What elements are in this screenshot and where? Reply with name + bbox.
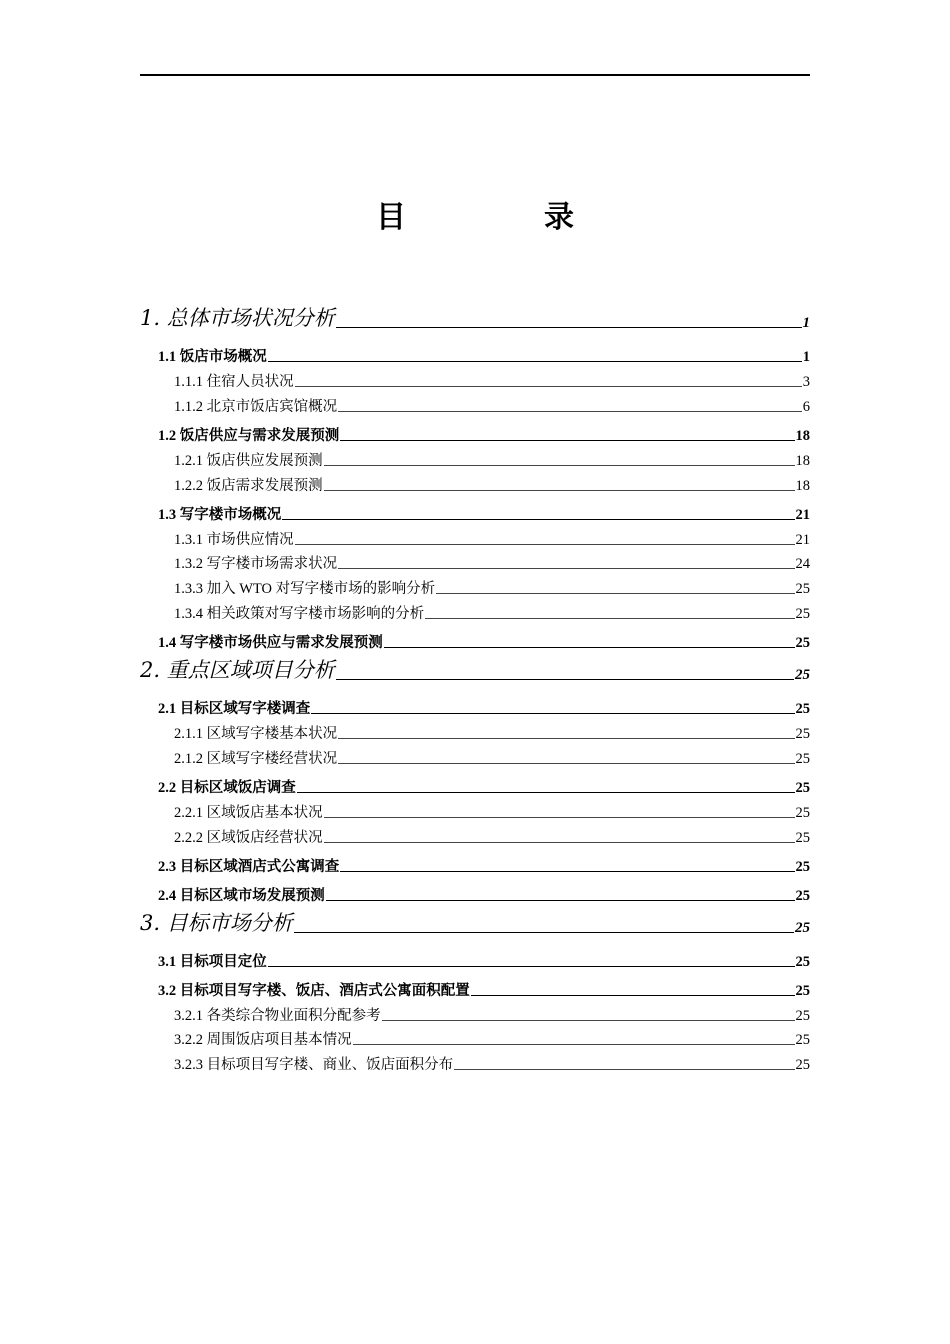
toc-leader-line — [311, 713, 794, 714]
toc-page-number: 25 — [795, 581, 810, 598]
toc-entry-level-3[interactable] — [140, 603, 810, 623]
toc-page-number: 6 — [802, 398, 810, 415]
page-title: 目 录 — [376, 200, 628, 235]
toc-page-number: 25 — [795, 1057, 810, 1074]
toc-entry-level-3[interactable] — [140, 1029, 810, 1049]
toc-page-number: 25 — [795, 829, 810, 846]
toc-leader-line — [294, 932, 794, 933]
toc-entry-label: 1.2 饭店供应与需求发展预测 — [158, 427, 340, 444]
toc-entry-level-2[interactable] — [140, 425, 810, 445]
header-rule — [140, 74, 810, 76]
toc-leader-line — [324, 842, 795, 843]
toc-entry-level-1[interactable] — [140, 658, 810, 684]
toc-entry-label: 1.1 饭店市场概况 — [158, 349, 267, 365]
toc-leader-line — [268, 966, 795, 967]
toc-entry-label: 2.1.2 区域写字楼经营状况 — [174, 750, 338, 767]
toc-entry-label: 1. 总体市场状况分析 — [140, 306, 335, 330]
toc-entry-level-2[interactable] — [140, 698, 810, 718]
toc-entry-label: 3.2.3 目标项目写字楼、商业、饭店面积分布 — [174, 1057, 454, 1074]
toc-page-number: 25 — [795, 858, 810, 875]
toc-page-number: 25 — [795, 982, 810, 999]
toc-leader-line — [295, 544, 795, 545]
toc-leader-line — [353, 1044, 795, 1045]
toc-entry-label: 1.1.1 住宿人员状况 — [174, 374, 294, 390]
toc-page-number: 1 — [802, 349, 810, 365]
toc-entry-label: 2.3 目标区域酒店式公寓调查 — [158, 858, 340, 875]
toc-leader-line — [268, 361, 802, 362]
toc-page-number: 24 — [795, 556, 810, 573]
toc-entry-level-3[interactable] — [140, 827, 810, 847]
toc-leader-line — [338, 568, 794, 569]
toc-leader-line — [436, 593, 794, 594]
toc-entry-level-3[interactable] — [140, 529, 810, 549]
toc-leader-line — [282, 519, 794, 520]
toc-page-number: 25 — [795, 1007, 810, 1024]
toc-leader-line — [326, 900, 795, 901]
toc-entry-label: 2. 重点区域项目分析 — [140, 657, 335, 682]
toc-leader-line — [324, 490, 795, 491]
toc-page-number: 3 — [802, 374, 810, 390]
toc-entry-level-3[interactable] — [140, 1054, 810, 1074]
toc-page-number: 18 — [795, 452, 810, 469]
toc-entry-label: 2.4 目标区域市场发展预测 — [158, 887, 325, 904]
toc-entry-level-2[interactable] — [140, 777, 810, 797]
toc-entry-label: 1.3.3 加入 WTO 对写字楼市场的影响分析 — [174, 581, 436, 598]
toc-entry-label: 1.2.2 饭店需求发展预测 — [174, 477, 323, 494]
toc-entry-label: 3. 目标市场分析 — [140, 910, 293, 935]
toc-entry-level-3[interactable] — [140, 553, 810, 573]
toc-leader-line — [295, 386, 802, 387]
toc-page-number: 25 — [795, 804, 810, 821]
toc-entry-label: 2.2 目标区域饭店调查 — [158, 779, 296, 796]
toc-leader-line — [336, 679, 794, 680]
toc-entry-level-3[interactable] — [140, 748, 810, 768]
toc-entry-label: 3.2 目标项目写字楼、饭店、酒店式公寓面积配置 — [158, 982, 470, 999]
toc-page-number: 25 — [795, 779, 810, 796]
toc-page-number: 25 — [795, 887, 810, 904]
toc-entry-label: 1.2.1 饭店供应发展预测 — [174, 452, 323, 469]
toc-entry-label: 1.1.2 北京市饭店宾馆概况 — [174, 398, 338, 415]
toc-entry-label: 1.3 写字楼市场概况 — [158, 506, 282, 523]
toc-entry-level-2[interactable] — [140, 504, 810, 524]
toc-page-number: 25 — [795, 725, 810, 742]
toc-leader-line — [340, 440, 794, 441]
toc-page-number: 25 — [795, 919, 810, 936]
toc-entry-level-3[interactable] — [140, 396, 810, 416]
toc-entry-level-2[interactable] — [140, 980, 810, 1000]
toc-entry-label: 1.3.2 写字楼市场需求状况 — [174, 556, 338, 573]
toc-page-number: 18 — [795, 477, 810, 494]
toc-page-number: 25 — [795, 666, 810, 683]
toc-entry-label: 1.3.4 相关政策对写字楼市场影响的分析 — [174, 605, 425, 622]
toc-entry-level-3[interactable] — [140, 371, 810, 391]
toc-entry-label: 2.2.1 区域饭店基本状况 — [174, 804, 323, 821]
toc-entry-level-2[interactable] — [140, 885, 810, 905]
toc-entry-label: 2.2.2 区域饭店经营状况 — [174, 829, 323, 846]
toc-entry-level-2[interactable] — [140, 951, 810, 971]
toc-leader-line — [324, 817, 795, 818]
toc-page-number: 25 — [795, 634, 810, 651]
toc-entry-label: 3.2.1 各类综合物业面积分配参考 — [174, 1007, 381, 1024]
toc-entry-level-2[interactable] — [140, 632, 810, 652]
toc-entry-label: 1.3.1 市场供应情况 — [174, 531, 294, 548]
toc-leader-line — [324, 465, 795, 466]
toc-page-number: 25 — [795, 953, 810, 970]
toc-entry-level-3[interactable] — [140, 802, 810, 822]
toc-entry-level-3[interactable] — [140, 578, 810, 598]
toc-leader-line — [336, 327, 802, 328]
toc-entry-level-3[interactable] — [140, 1005, 810, 1025]
toc-page-number: 1 — [802, 315, 810, 331]
toc-page-number: 25 — [795, 605, 810, 622]
toc-page-number: 21 — [795, 531, 810, 548]
toc-leader-line — [382, 1020, 795, 1021]
toc-entry-level-1[interactable] — [140, 911, 810, 937]
toc-page-number: 21 — [795, 506, 810, 523]
toc-entry-level-3[interactable] — [140, 450, 810, 470]
toc-entry-label: 1.4 写字楼市场供应与需求发展预测 — [158, 634, 383, 651]
toc-page-number: 25 — [795, 750, 810, 767]
toc-leader-line — [425, 618, 794, 619]
toc-leader-line — [340, 871, 794, 872]
toc-entry-level-2[interactable] — [140, 346, 810, 366]
toc-leader-line — [471, 995, 795, 996]
toc-page-number: 18 — [795, 427, 810, 444]
toc-leader-line — [338, 738, 794, 739]
toc-entry-label: 3.2.2 周围饭店项目基本情况 — [174, 1032, 352, 1049]
toc-entry-level-1[interactable] — [140, 306, 810, 332]
toc-page-number: 25 — [795, 1032, 810, 1049]
toc-page-number: 25 — [795, 700, 810, 717]
table-of-contents — [140, 300, 810, 1079]
toc-entry-label: 2.1.1 区域写字楼基本状况 — [174, 725, 338, 742]
toc-entry-level-3[interactable] — [140, 723, 810, 743]
toc-leader-line — [338, 411, 802, 412]
toc-leader-line — [454, 1069, 794, 1070]
toc-entry-label: 2.1 目标区域写字楼调查 — [158, 700, 311, 717]
toc-leader-line — [338, 763, 794, 764]
toc-entry-label: 3.1 目标项目定位 — [158, 953, 267, 970]
toc-leader-line — [384, 647, 795, 648]
toc-leader-line — [297, 792, 795, 793]
toc-entry-level-3[interactable] — [140, 475, 810, 495]
toc-entry-level-2[interactable] — [140, 856, 810, 876]
